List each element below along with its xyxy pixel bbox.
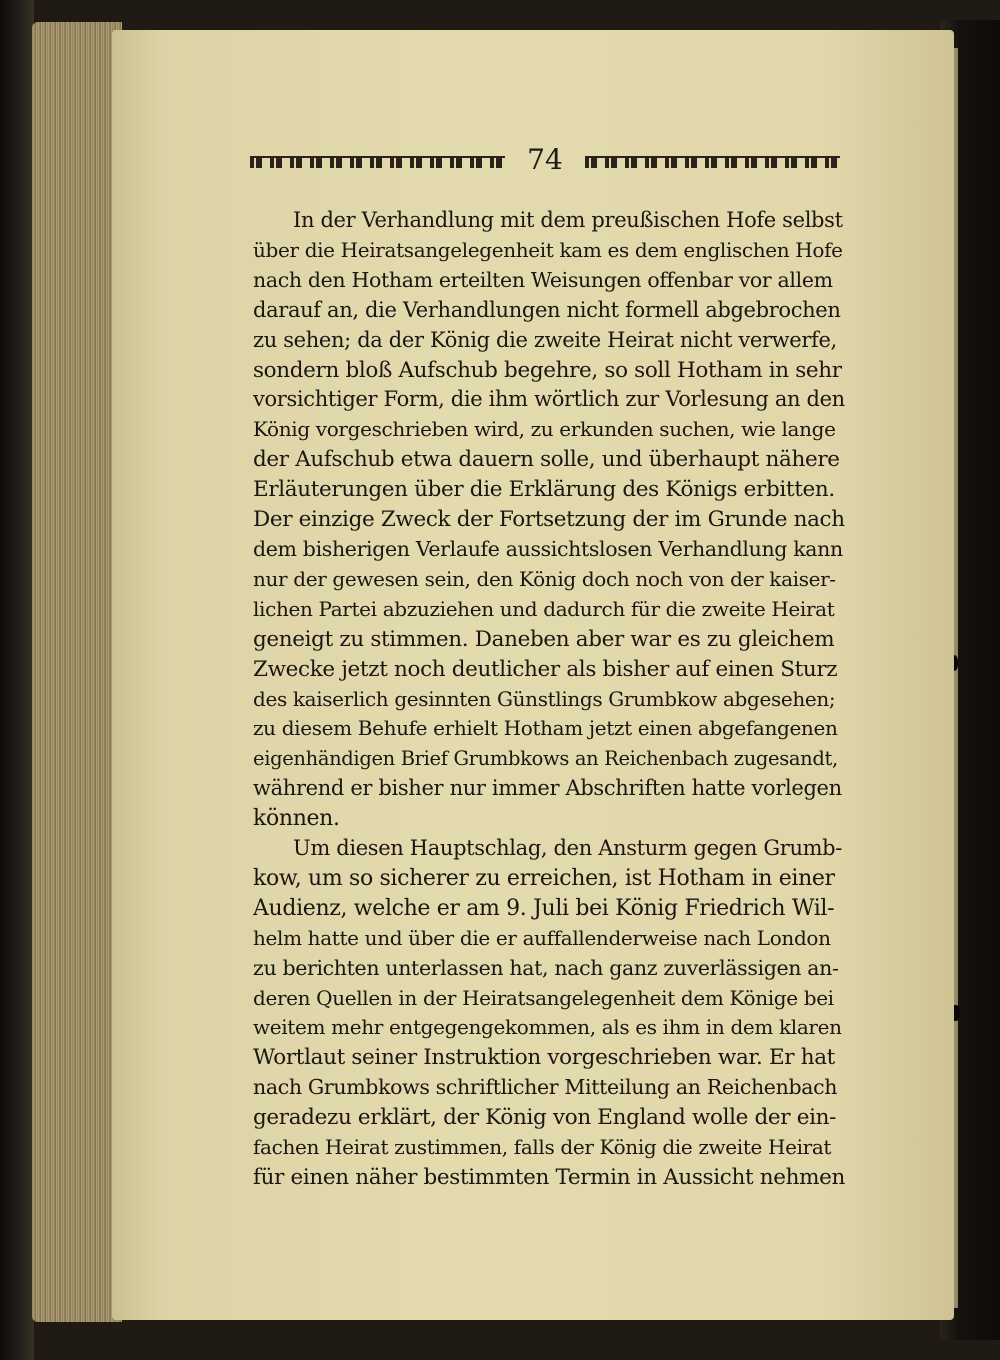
text-line: In der Verhandlung mit dem preußischen Hofe selbst (293, 208, 843, 232)
text-line: geneigt zu stimmen. Daneben aber war es zu gleichem (253, 626, 835, 652)
text-line: Zwecke jetzt noch deutlicher als bisher auf einen Sturz (253, 656, 838, 682)
text-line: fachen Heirat zustimmen, falls der König die zweite Heirat (253, 1135, 832, 1160)
text-line: nur der gewesen sein, den König doch noch von der kaiser- (253, 566, 836, 591)
page-number: 74 (527, 143, 563, 176)
text-line: zu diesem Behufe erhielt Hotham jetzt einen abgefangenen (253, 716, 838, 741)
book-cover-left (0, 0, 34, 1360)
text-line: dem bisherigen Verlaufe aussichtslosen Verhandlung kann (253, 536, 843, 561)
text-line: König vorgeschrieben wird, zu erkunden suchen, wie lange (253, 417, 836, 442)
page-edges (32, 22, 122, 1322)
text-line: geradezu erklärt, der König von England wolle der ein- (253, 1105, 837, 1131)
text-line: nach den Hotham erteilten Weisungen offenbar vor allem (253, 267, 833, 292)
text-line: eigenhändigen Brief Grumbkows an Reichenbach zugesandt, (253, 747, 838, 771)
page-header (250, 142, 840, 178)
text-line: sondern bloß Aufschub begehre, so soll Hotham in sehr (253, 357, 842, 383)
text-line: zu sehen; da der König die zweite Heirat nicht verwerfe, (253, 327, 837, 352)
text-line: der Aufschub etwa dauern solle, und überhaupt nähere (253, 447, 840, 473)
text-line: Wortlaut seiner Instruktion vorgeschrieben war. Er hat (253, 1045, 835, 1071)
text-line: des kaiserlich gesinnten Günstlings Grumbkow abgesehen; (253, 686, 836, 711)
header-ornament-right (585, 156, 840, 168)
text-line: Audienz, welche er am 9. Juli bei König Friedrich Wil- (253, 895, 835, 921)
text-line: helm hatte und über die er auffallenderweise nach London (253, 925, 831, 950)
text-line: zu berichten unterlassen hat, nach ganz zuverlässigen an- (253, 955, 839, 980)
text-line: nach Grumbkows schriftlicher Mitteilung an Reichenbach (253, 1075, 838, 1100)
header-ornament-left (250, 156, 505, 168)
text-line: weitem mehr entgegengekommen, als es ihm in dem klaren (253, 1015, 842, 1040)
text-line: können. (253, 806, 340, 832)
text-line: vorsichtiger Form, die ihm wörtlich zur Vorlesung an den (253, 387, 845, 412)
text-line: Um diesen Hauptschlag, den Ansturm gegen Grumb- (293, 836, 843, 861)
text-line: Der einzige Zweck der Fortsetzung der im Grunde nach (253, 507, 845, 533)
text-line: lichen Partei abzuziehen und dadurch für die zweite Heirat (253, 596, 835, 621)
text-line: deren Quellen in der Heiratsangelegenheit dem Könige bei (253, 985, 834, 1010)
text-line: darauf an, die Verhandlungen nicht formell abgebrochen (253, 297, 841, 322)
text-line: Erläuterungen über die Erklärung des Königs erbitten. (253, 477, 835, 503)
text-line: während er bisher nur immer Abschriften hatte vorlegen (253, 776, 842, 801)
text-line: über die Heiratsangelegenheit kam es dem englischen Hofe (253, 237, 843, 262)
text-line: kow, um so sicherer zu erreichen, ist Hotham in einer (253, 865, 835, 891)
body-text (253, 206, 845, 1193)
text-line: für einen näher bestimmten Termin in Aussicht nehmen (253, 1165, 845, 1190)
